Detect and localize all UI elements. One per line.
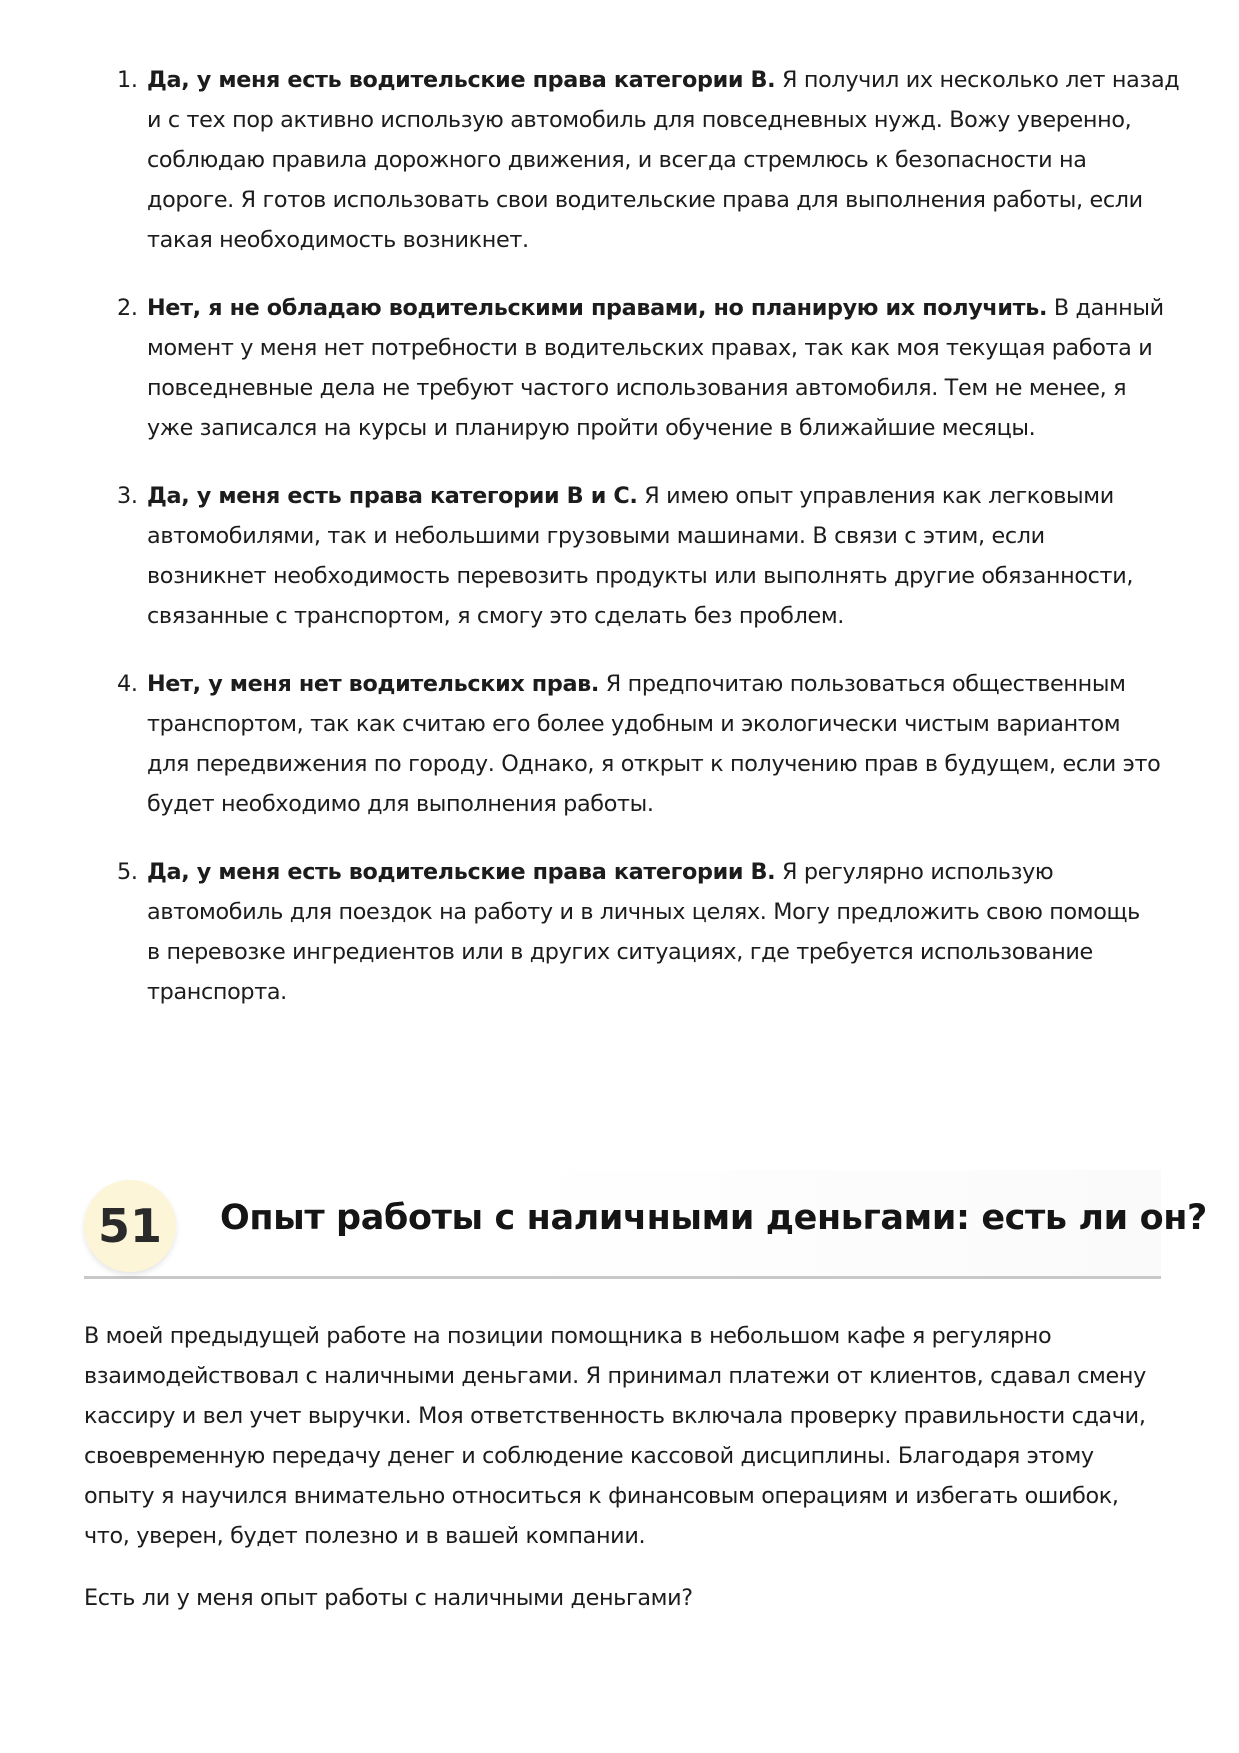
section-number-badge: 51 xyxy=(84,1180,176,1272)
answer-text: соблюдаю правила дорожного движения, и всегда стремлюсь к безопасности на xyxy=(147,147,1087,173)
answer-text: возникнет необходимость перевозить продукты или выполнять другие обязанности, xyxy=(147,563,1134,589)
section-header xyxy=(84,1170,1207,1278)
answer-number: 4. xyxy=(117,671,138,697)
answer-text: Я имею опыт управления как легковыми xyxy=(637,483,1114,509)
answer-item-5 xyxy=(117,852,1157,1012)
answer-item-3 xyxy=(117,476,1157,636)
answer-item-2 xyxy=(117,288,1164,448)
answer-lead: Да, у меня есть права категории B и C. xyxy=(147,483,638,509)
answer-text: повседневные дела не требуют частого использования автомобиля. Тем не менее, я xyxy=(147,375,1127,401)
paragraph-line: Есть ли у меня опыт работы с наличными деньгами? xyxy=(84,1585,693,1611)
answer-first-line xyxy=(147,852,1157,892)
answer-text: в перевозке ингредиентов или в других ситуациях, где требуется использование xyxy=(147,939,1093,965)
answer-text: уже записался на курсы и планирую пройти обучение в ближайшие месяцы. xyxy=(147,415,1036,441)
answers-list xyxy=(117,60,1180,1040)
answer-text: такая необходимость возникнет. xyxy=(147,227,529,253)
answer-number: 1. xyxy=(117,67,138,93)
answer-text: автомобилями, так и небольшими грузовыми машинами. В связи с этим, если xyxy=(147,523,1045,549)
question-paragraph xyxy=(84,1578,1164,1618)
answer-text: транспортом, так как считаю его более удобным и экологически чистым вариантом xyxy=(147,711,1121,737)
answer-first-line xyxy=(147,476,1157,516)
answer-number: 3. xyxy=(117,483,138,509)
answer-text: В данный xyxy=(1047,295,1164,321)
answer-first-line xyxy=(147,664,1157,704)
answer-text: и с тех пор активно использую автомобиль для повседневных нужд. Вожу уверенно, xyxy=(147,107,1132,133)
answer-text: транспорта. xyxy=(147,979,287,1005)
section-body xyxy=(84,1316,1164,1640)
answer-item-4 xyxy=(117,664,1161,824)
answer-lead: Да, у меня есть водительские права категории B. xyxy=(147,859,776,885)
answer-lead: Да, у меня есть водительские права категории B. xyxy=(147,67,776,93)
answer-lead: Нет, я не обладаю водительскими правами, но планирую их получить. xyxy=(147,295,1048,321)
answer-number: 2. xyxy=(117,295,138,321)
answer-text: Я получил их несколько лет назад xyxy=(775,67,1180,93)
paragraph-line: что, уверен, будет полезно и в вашей компании. xyxy=(84,1523,646,1549)
paragraph-line: В моей предыдущей работе на позиции помощника в небольшом кафе я регулярно xyxy=(84,1323,1052,1349)
answer-text: Я предпочитаю пользоваться общественным xyxy=(599,671,1126,697)
body-paragraph xyxy=(84,1316,1164,1556)
answer-number: 5. xyxy=(117,859,138,885)
answer-text: дороге. Я готов использовать свои водительские права для выполнения работы, если xyxy=(147,187,1143,213)
answer-text: автомобиль для поездок на работу и в личных целях. Могу предложить свою помощь xyxy=(147,899,1140,925)
answer-text: Я регулярно использую xyxy=(775,859,1054,885)
answer-text: связанные с транспортом, я смогу это сделать без проблем. xyxy=(147,603,845,629)
answer-item-1 xyxy=(117,60,1180,260)
answer-text: будет необходимо для выполнения работы. xyxy=(147,791,654,817)
paragraph-line: взаимодействовал с наличными деньгами. Я принимал платежи от клиентов, сдавал смену xyxy=(84,1363,1146,1389)
paragraph-line: опыту я научился внимательно относиться к финансовым операциям и избегать ошибок, xyxy=(84,1483,1119,1509)
answer-lead: Нет, у меня нет водительских прав. xyxy=(147,671,600,697)
paragraph-line: своевременную передачу денег и соблюдение кассовой дисциплины. Благодаря этому xyxy=(84,1443,1094,1469)
section-title: Опыт работы с наличными деньгами: есть ли он? xyxy=(220,1198,1207,1238)
answer-text: момент у меня нет потребности в водительских правах, так как моя текущая работа и xyxy=(147,335,1153,361)
answer-first-line xyxy=(147,288,1164,328)
paragraph-line: кассиру и вел учет выручки. Моя ответственность включала проверку правильности сдачи, xyxy=(84,1403,1146,1429)
answer-text: для передвижения по городу. Однако, я открыт к получению прав в будущем, если это xyxy=(147,751,1161,777)
answer-first-line xyxy=(147,60,1180,100)
